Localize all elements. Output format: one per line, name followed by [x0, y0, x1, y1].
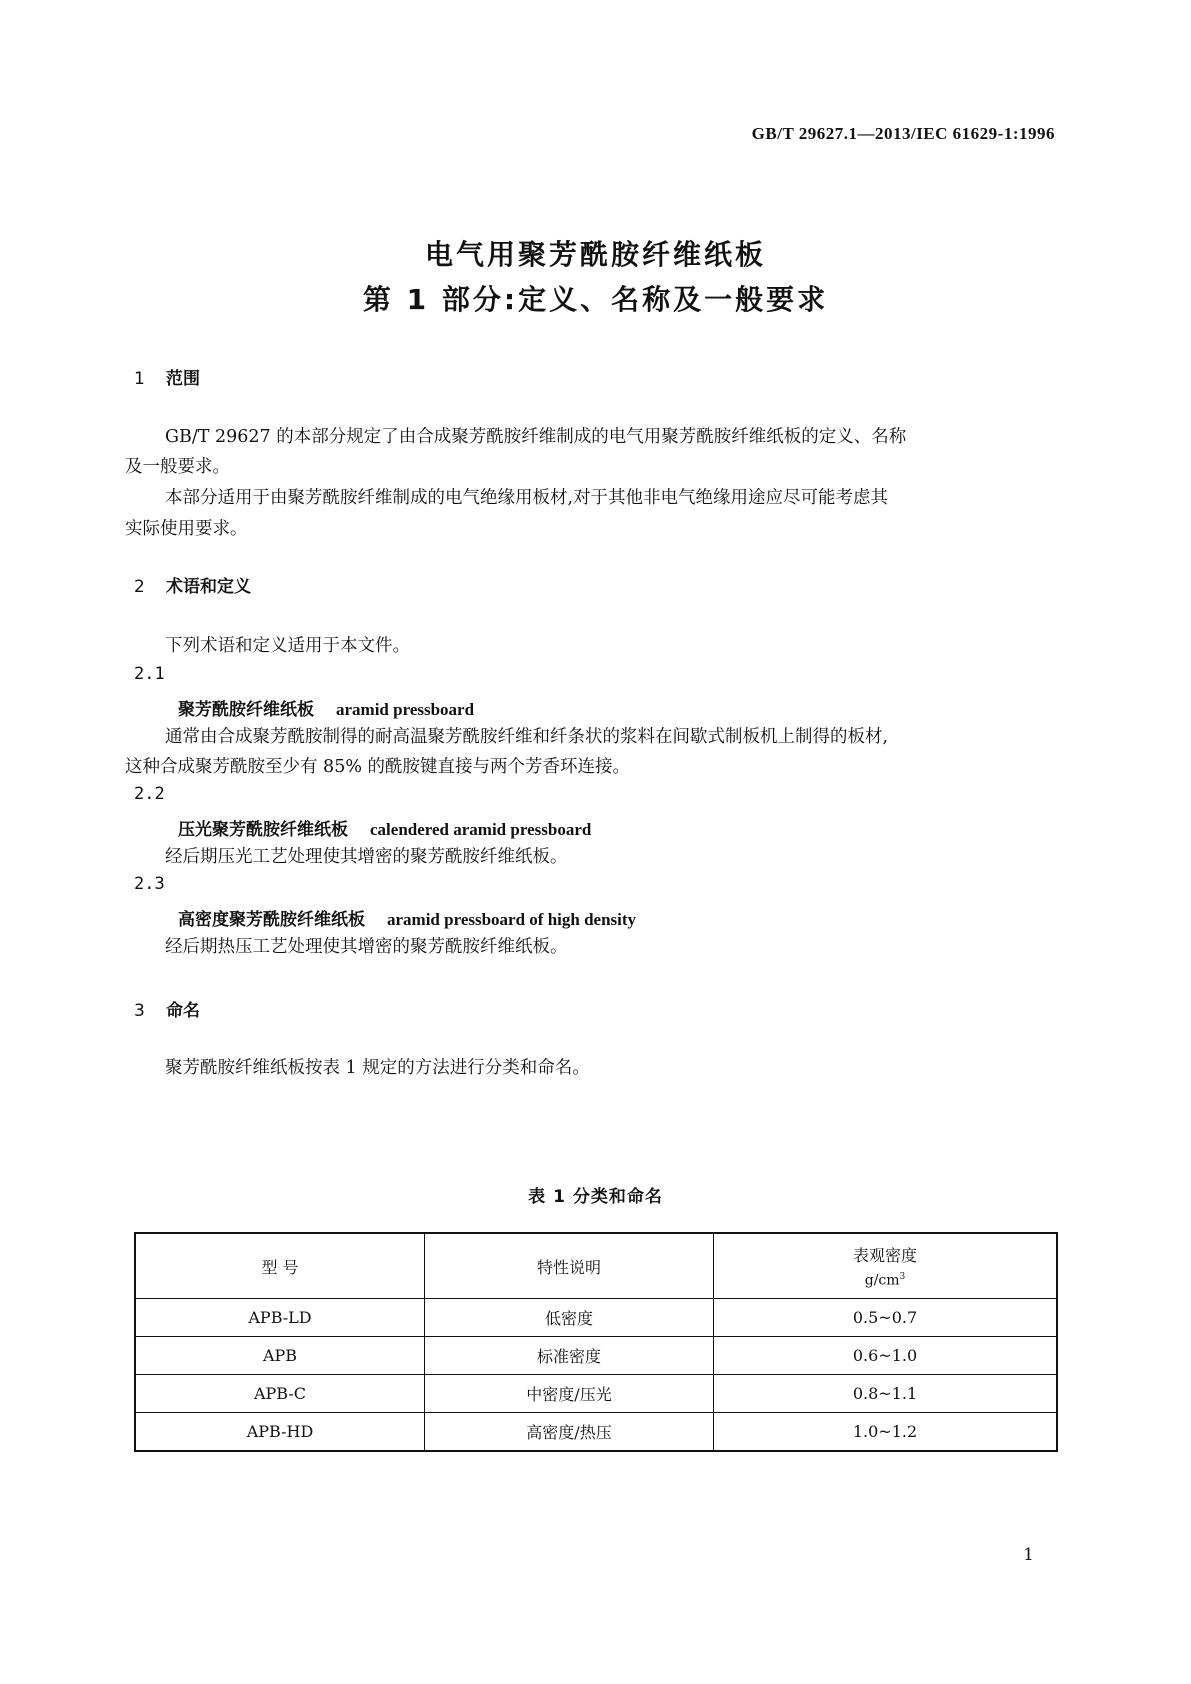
cell-property: 高密度/热压	[425, 1413, 714, 1452]
paragraph-line: 下列术语和定义适用于本文件。	[165, 636, 410, 656]
cell-density: 0.5~0.7	[714, 1299, 1058, 1337]
definition-line: 通常由合成聚芳酰胺制得的耐高温聚芳酰胺纤维和纤条状的浆料在间歇式制板机上制得的板材,	[165, 727, 889, 747]
cell-type: APB-C	[135, 1375, 425, 1413]
table-row	[135, 1375, 1057, 1413]
term-number: 2.1	[134, 664, 165, 684]
header-density	[714, 1233, 1058, 1299]
section-2-heading	[134, 572, 251, 597]
section-1-heading	[134, 364, 200, 389]
header-property: 特性说明	[425, 1233, 714, 1299]
section-title: 范围	[166, 369, 200, 389]
cell-type: APB-LD	[135, 1299, 425, 1337]
cell-density: 0.8~1.1	[714, 1375, 1058, 1413]
section-number: 3	[134, 1001, 145, 1021]
term-en: aramid pressboard of high density	[387, 910, 637, 929]
standard-code: GB/T 29627.1—2013/IEC 61629-1:1996	[751, 124, 1055, 143]
header-density-label: 表观密度	[852, 1246, 917, 1266]
definition-line: 经后期压光工艺处理使其增密的聚芳酰胺纤维纸板。	[165, 847, 568, 867]
document-subtitle: 第 1 部分:定义、名称及一般要求	[362, 283, 829, 316]
term-zh: 压光聚芳酰胺纤维纸板	[178, 820, 348, 840]
term-zh: 聚芳酰胺纤维纸板	[178, 700, 314, 720]
cell-property: 标准密度	[425, 1337, 714, 1375]
table-caption: 表 1 分类和命名	[528, 1187, 663, 1207]
table-header-row	[135, 1233, 1057, 1299]
header-type: 型 号	[135, 1233, 425, 1299]
paragraph-line: 实际使用要求。	[125, 519, 248, 539]
cell-property: 中密度/压光	[425, 1375, 714, 1413]
page-number: 1	[1023, 1545, 1034, 1565]
section-3-heading	[134, 996, 200, 1021]
term-number: 2.3	[134, 874, 165, 894]
section-number: 2	[134, 577, 145, 597]
header-density-unit	[715, 1272, 1055, 1289]
definition-line: 经后期热压工艺处理使其增密的聚芳酰胺纤维纸板。	[165, 937, 568, 957]
cell-type: APB	[135, 1337, 425, 1375]
cell-type: APB-HD	[135, 1413, 425, 1452]
term-heading	[178, 905, 636, 930]
unit-superscript: 3	[899, 1272, 906, 1283]
cell-density: 1.0~1.2	[714, 1413, 1058, 1452]
term-heading	[178, 815, 591, 840]
cell-density: 0.6~1.0	[714, 1337, 1058, 1375]
term-en: aramid pressboard	[336, 700, 475, 719]
unit-text: g/cm	[864, 1272, 900, 1289]
table-row	[135, 1337, 1057, 1375]
term-en: calendered aramid pressboard	[370, 820, 592, 839]
term-heading	[178, 695, 474, 720]
section-title: 命名	[166, 1001, 200, 1021]
paragraph-line: 及一般要求。	[125, 457, 230, 477]
term-number: 2.2	[134, 784, 165, 804]
paragraph-line: 本部分适用于由聚芳酰胺纤维制成的电气绝缘用板材,对于其他非电气绝缘用途应尽可能考虑其	[165, 488, 889, 508]
term-zh: 高密度聚芳酰胺纤维纸板	[178, 910, 365, 930]
definition-line: 这种合成聚芳酰胺至少有 85% 的酰胺键直接与两个芳香环连接。	[125, 757, 631, 777]
document-title: 电气用聚芳酰胺纤维纸板	[424, 238, 766, 271]
paragraph-line: 聚芳酰胺纤维纸板按表 1 规定的方法进行分类和命名。	[165, 1058, 590, 1078]
cell-property: 低密度	[425, 1299, 714, 1337]
table-row	[135, 1299, 1057, 1337]
table-row	[135, 1413, 1057, 1452]
section-number: 1	[134, 369, 145, 389]
classification-table	[134, 1232, 1058, 1452]
paragraph-line: GB/T 29627 的本部分规定了由合成聚芳酰胺纤维制成的电气用聚芳酰胺纤维纸板的定义、名称	[165, 427, 907, 447]
section-title: 术语和定义	[166, 577, 251, 597]
